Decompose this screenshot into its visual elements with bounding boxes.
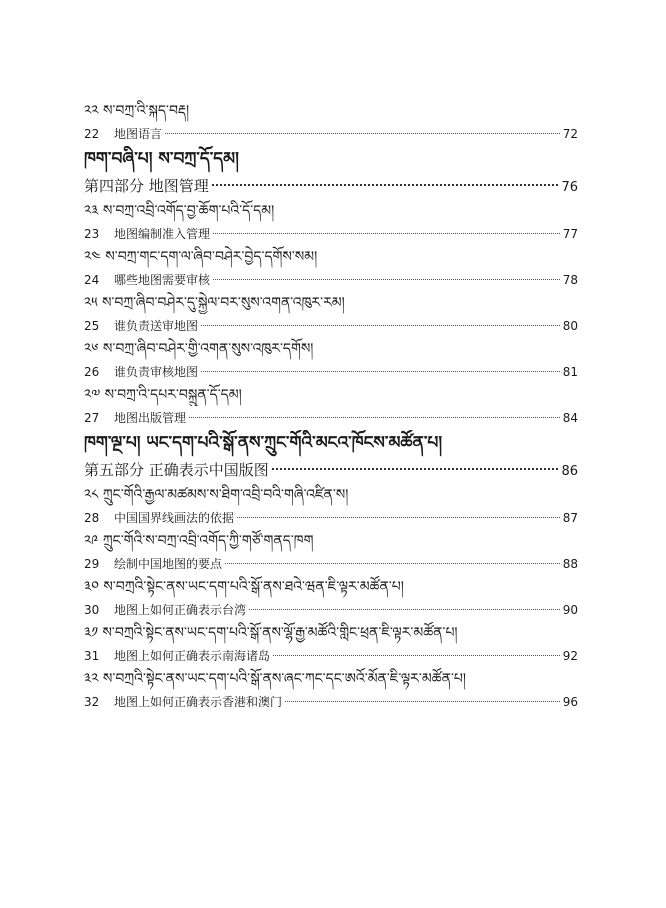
dot-leader	[212, 184, 559, 186]
part-page-number: 86	[561, 464, 578, 479]
toc-entry-tibetan: ༣༢ ས་བཀྲའི་སྟེང་ནས་ཡང་དག་པའི་སྒོ་ནས་ཞང་ཀང་དང་ཨའོ་མོན་ཇི་ལྟར་མཚོན་པ།	[84, 671, 467, 687]
toc-entry-tibetan: ༢༥ ས་བཀྲ་ཞིབ་བཤེར་དུ་སྐྱེལ་བར་སུས་འགན་འཁུར་རམ།	[84, 295, 345, 311]
part-title: 第四部分 地图管理	[84, 177, 209, 195]
entry-page-number: 78	[562, 273, 578, 287]
entry-title: 中国国界线画法的依据	[114, 511, 235, 525]
entry-title: 谁负责送审地图	[114, 319, 199, 333]
part-title: 第五部分 正确表示中国版图	[84, 461, 269, 479]
part-heading-tibetan: ཁག་ལྔ་པ། ཡང་དག་པའི་སྒོ་ནས་ཀྲུང་གོའི་མངའ་ཁོངས་མཚོན་པ།	[84, 433, 443, 453]
dot-leader	[201, 325, 560, 326]
entry-number: 23	[84, 227, 100, 241]
toc-entry-tibetan: ༢༧ ས་བཀྲ་འི་དཔར་བསྐྲུན་དོ་དམ།	[84, 387, 242, 403]
dot-leader	[165, 133, 560, 134]
dot-leader	[225, 563, 560, 564]
toc-entry-tibetan: ༢༨ ཀྲུང་གོའི་རྒྱལ་མཚམས་ས་ཐིག་འབྲི་བའི་གཞི་འཛིན་ས།	[84, 487, 349, 503]
toc-entry[interactable]	[84, 122, 578, 146]
entry-number: 28	[84, 511, 100, 525]
dot-leader	[272, 468, 559, 470]
entry-page-number: 77	[562, 227, 578, 241]
dot-leader	[285, 701, 560, 702]
toc-entry-tibetan: ༢༤ ས་བཀྲ་གང་དག་ལ་ཞིབ་བཤེར་བྱེད་དགོས་སམ།	[84, 249, 318, 265]
entry-page-number: 84	[562, 411, 578, 425]
entry-page-number: 80	[562, 319, 578, 333]
dot-leader	[213, 279, 560, 280]
part-heading-tibetan: ཁག་བཞི་པ། ས་བཀྲ་དོ་དམ།	[84, 149, 239, 169]
toc-entry[interactable]	[84, 690, 578, 714]
part-page-number: 76	[561, 180, 578, 195]
dot-leader	[189, 417, 560, 418]
entry-title: 地图上如何正确表示南海诸岛	[114, 649, 271, 663]
toc-entry[interactable]	[84, 506, 578, 530]
entry-number: 27	[84, 411, 100, 425]
entry-number: 25	[84, 319, 100, 333]
entry-page-number: 72	[562, 127, 578, 141]
table-of-contents	[84, 100, 578, 714]
toc-entry[interactable]	[84, 360, 578, 384]
entry-page-number: 88	[562, 557, 578, 571]
entry-title: 地图编制准入管理	[114, 227, 211, 241]
toc-entry[interactable]	[84, 598, 578, 622]
entry-title: 地图语言	[114, 127, 163, 141]
entry-number: 26	[84, 365, 100, 379]
entry-page-number: 90	[562, 603, 578, 617]
dot-leader	[237, 517, 560, 518]
dot-leader	[249, 609, 560, 610]
toc-entry-tibetan: ༢༢ ས་བཀྲ་འི་སྐད་བརྡ།	[84, 103, 190, 119]
entry-page-number: 96	[562, 695, 578, 709]
entry-number: 31	[84, 649, 100, 663]
toc-entry[interactable]	[84, 552, 578, 576]
entry-number: 22	[84, 127, 100, 141]
entry-number: 30	[84, 603, 100, 617]
part-heading[interactable]	[84, 457, 578, 484]
toc-entry-tibetan: ༢༦ ས་བཀྲ་ཞིབ་བཤེར་གྱི་འགན་སུས་འཁུར་དགོས།	[84, 341, 314, 357]
entry-number: 29	[84, 557, 100, 571]
toc-entry[interactable]	[84, 314, 578, 338]
toc-entry[interactable]	[84, 268, 578, 292]
entry-title: 哪些地图需要审核	[114, 273, 211, 287]
toc-entry[interactable]	[84, 222, 578, 246]
toc-entry-tibetan: ༣༠ ས་བཀྲའི་སྟེང་ནས་ཡང་དག་པའི་སྒོ་ནས་ཐའེ་ཝན་ཇི་ལྟར་མཚོན་པ།	[84, 579, 404, 595]
dot-leader	[201, 371, 560, 372]
entry-title: 地图上如何正确表示台湾	[114, 603, 247, 617]
entry-title: 绘制中国地图的要点	[114, 557, 223, 571]
toc-entry-tibetan: ༢༩ ཀྲུང་གོའི་ས་བཀྲ་འབྲི་འགོད་ཀྱི་གཙོ་གནད་ཁག	[84, 533, 314, 549]
entry-page-number: 81	[562, 365, 578, 379]
entry-title: 地图上如何正确表示香港和澳门	[114, 695, 283, 709]
entry-page-number: 92	[562, 649, 578, 663]
toc-entry[interactable]	[84, 644, 578, 668]
toc-entry-tibetan: ༣༡ ས་བཀྲའི་སྟེང་ནས་ཡང་དག་པའི་སྒོ་ནས་ལྷོ་རྒྱ་མཚོའི་གླིང་ཕྲན་ཇི་ལྟར་མཚོན་པ།	[84, 625, 458, 641]
entry-page-number: 87	[562, 511, 578, 525]
entry-title: 地图出版管理	[114, 411, 187, 425]
entry-title: 谁负责审核地图	[114, 365, 199, 379]
entry-number: 24	[84, 273, 100, 287]
part-heading[interactable]	[84, 173, 578, 200]
entry-number: 32	[84, 695, 100, 709]
dot-leader	[213, 233, 560, 234]
dot-leader	[273, 655, 560, 656]
toc-entry[interactable]	[84, 406, 578, 430]
toc-entry-tibetan: ༢༣ ས་བཀྲ་འབྲི་འགོད་བྱ་ཆོག་པའི་དོ་དམ།	[84, 203, 275, 219]
